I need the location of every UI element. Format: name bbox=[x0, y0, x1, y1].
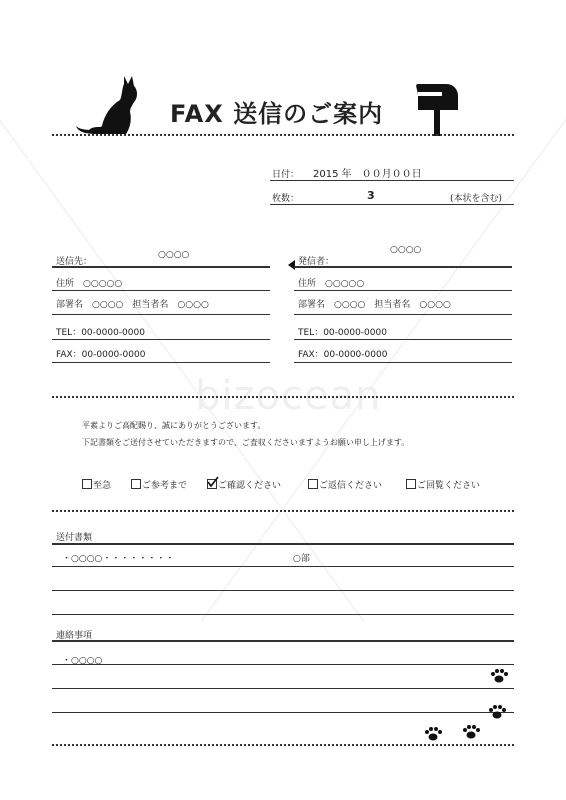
sender-dept: 部署名 ○○○○ 担当者名 ○○○○ bbox=[298, 300, 451, 310]
greeting-line: 下記書類をご送付させていただきますので、ご査収くださいますようお願い申し上げます。 bbox=[82, 438, 410, 447]
notes-rule bbox=[52, 712, 514, 713]
checkbox-label: ご回覧ください bbox=[417, 481, 481, 491]
page-title: FAX 送信のご案内 bbox=[170, 100, 384, 128]
recipient-rule bbox=[52, 362, 270, 363]
mailbox-icon bbox=[412, 80, 462, 136]
checkbox-box[interactable] bbox=[207, 479, 217, 489]
checkbox-reply[interactable] bbox=[308, 478, 382, 491]
documents-rule bbox=[52, 590, 514, 591]
checkbox-label: ご返信ください bbox=[319, 481, 383, 491]
sender-fax: FAX：00-0000-0000 bbox=[298, 350, 388, 360]
notes-heading: 連絡事項 bbox=[56, 631, 93, 641]
recipient-tel: TEL：00-0000-0000 bbox=[56, 328, 145, 338]
checkmark-icon bbox=[207, 476, 219, 488]
checkbox-label: ご確認ください bbox=[218, 481, 282, 491]
documents-rule bbox=[52, 614, 514, 615]
recipient-heading: 送信先： bbox=[56, 257, 93, 267]
checkbox-box[interactable] bbox=[82, 479, 92, 489]
paw-print-icon bbox=[424, 726, 442, 742]
paw-print-icon bbox=[488, 704, 506, 720]
sender-heading: 発信者： bbox=[298, 257, 335, 267]
arrow-left-icon bbox=[286, 259, 296, 271]
checkbox-box[interactable] bbox=[308, 479, 318, 489]
checkbox-box[interactable] bbox=[131, 479, 141, 489]
notes-rule bbox=[52, 688, 514, 689]
cat-silhouette-icon bbox=[74, 72, 146, 136]
checkbox-reference[interactable] bbox=[131, 478, 187, 491]
documents-rule bbox=[52, 543, 514, 545]
recipient-rule bbox=[52, 290, 270, 291]
checkbox-box[interactable] bbox=[406, 479, 416, 489]
pages-value: 3 bbox=[367, 189, 375, 202]
notes-rule bbox=[52, 640, 514, 642]
recipient-name: ○○○○ bbox=[158, 250, 190, 260]
paw-print-icon bbox=[462, 724, 480, 740]
notes-rule bbox=[52, 664, 514, 665]
background-diagonal bbox=[201, 119, 566, 621]
sender-address: 住所 ○○○○○ bbox=[298, 279, 365, 289]
recipient-rule bbox=[52, 339, 270, 340]
section-divider bbox=[52, 396, 514, 398]
sender-rule bbox=[294, 362, 512, 363]
watermark: bizocean bbox=[195, 373, 382, 419]
greeting-line: 平素よりご高配賜り、誠にありがとうございます。 bbox=[82, 421, 266, 430]
date-rule bbox=[270, 180, 514, 181]
checkbox-confirm[interactable] bbox=[207, 478, 281, 491]
recipient-rule bbox=[52, 266, 270, 268]
documents-item: ・○○○○・・・・・・・・ bbox=[62, 554, 175, 564]
pages-label: 枚数： bbox=[272, 194, 300, 204]
footer-divider bbox=[52, 744, 514, 746]
pages-note: (本状を含む) bbox=[450, 194, 503, 204]
date-label: 日付： bbox=[272, 170, 300, 180]
checkbox-label: ご参考まで bbox=[142, 481, 188, 491]
recipient-fax: FAX：00-0000-0000 bbox=[56, 350, 146, 360]
date-value: 2015 年 ００月００日 bbox=[313, 169, 422, 180]
paw-print-icon bbox=[490, 668, 508, 684]
pages-rule bbox=[270, 204, 514, 205]
sender-rule bbox=[294, 314, 512, 315]
sender-rule bbox=[294, 266, 512, 268]
sender-name: ○○○○ bbox=[390, 245, 422, 255]
checkbox-urgent[interactable] bbox=[82, 478, 111, 491]
sender-rule bbox=[294, 290, 512, 291]
sender-rule bbox=[294, 339, 512, 340]
recipient-address: 住所 ○○○○○ bbox=[56, 279, 123, 289]
recipient-rule bbox=[52, 314, 270, 315]
section-divider bbox=[52, 510, 514, 512]
header-divider bbox=[52, 134, 514, 136]
checkbox-circulate[interactable] bbox=[406, 478, 480, 491]
documents-count: ○部 bbox=[293, 554, 310, 564]
documents-rule bbox=[52, 566, 514, 567]
sender-tel: TEL：00-0000-0000 bbox=[298, 328, 387, 338]
recipient-dept: 部署名 ○○○○ 担当者名 ○○○○ bbox=[56, 300, 209, 310]
background-diagonal bbox=[0, 120, 364, 622]
documents-heading: 送付書類 bbox=[56, 533, 93, 543]
checkbox-label: 至急 bbox=[93, 481, 112, 491]
notes-item: ・○○○○ bbox=[62, 656, 103, 666]
